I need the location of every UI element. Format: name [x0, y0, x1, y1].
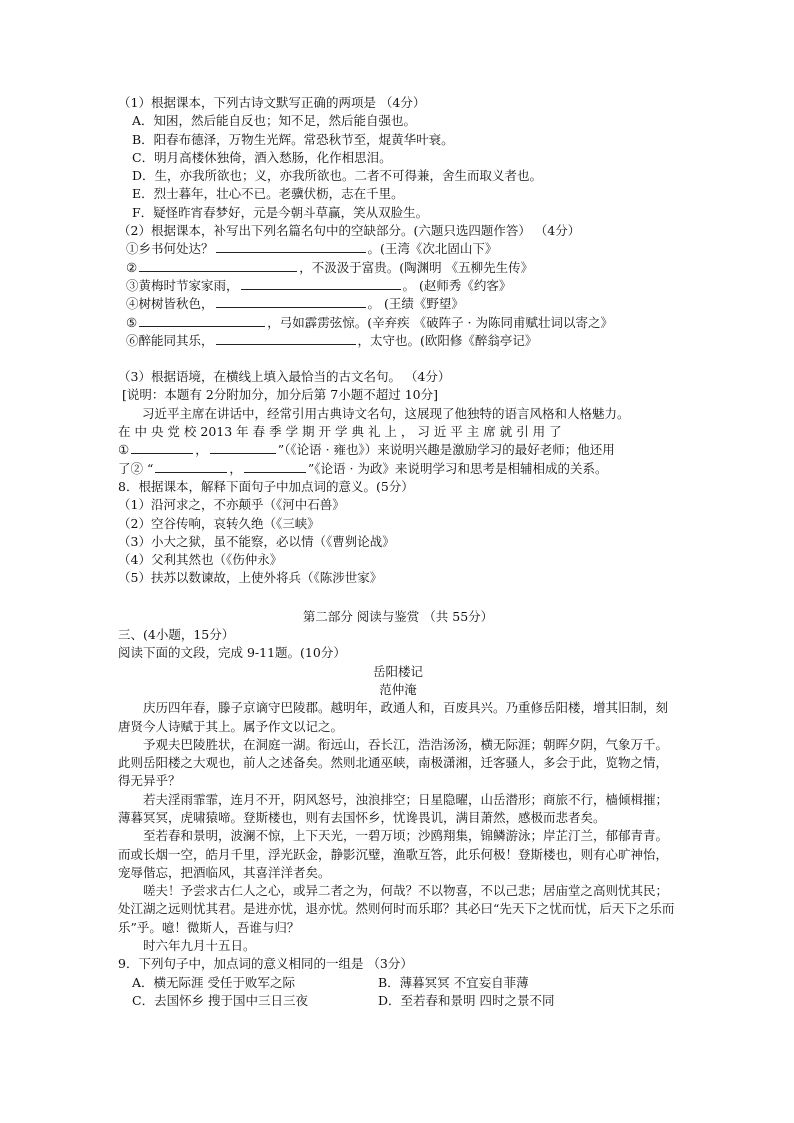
q3-comma: ， [195, 442, 208, 458]
q3-line-4-tail: ”《论语 · 为政》来说明学习和思考是相辅相成的关系。 [307, 460, 608, 476]
q2-item-6-post: ，太守也。(欧阳修《醉翁亭记》 [357, 332, 538, 348]
q3-note: [说明：本题有 2分附加分，加分后第 7小题不超过 10分] [122, 387, 438, 403]
answer-blank[interactable] [155, 460, 227, 473]
q9-options-row-2 [118, 992, 678, 1010]
q1-title: （1）根据课本，下列古诗文默写正确的两项是 （4分） [118, 95, 426, 110]
essay-title: 岳阳楼记 [372, 663, 423, 679]
q2-title: （2）根据课本，补写出下列名篇名句中的空缺部分。(六题只选四题作答） （4分） [118, 223, 581, 239]
q9-option-b: B．薄暮冥冥 不宜妄自菲薄 [378, 974, 529, 990]
q1-option-e: E．烈士暮年，壮心不已。老骥伏枥，志在千里。 [132, 186, 404, 202]
q8-item-3: （3）小大之狱，虽不能察，必以情（《曹刿论战》 [118, 533, 395, 549]
q2-item-3-pre: ③黄梅时节家家雨， [126, 277, 239, 293]
q1-option-c: C．明月高楼休独倚，酒入愁肠，化作相思泪。 [132, 149, 392, 165]
q2-item-5 [118, 314, 678, 332]
spacer [118, 588, 678, 608]
reading-instruction: 阅读下面的文段，完成 9-11题。(10分） [118, 645, 346, 661]
q9-option-d: D．至若春和景明 四时之景不同 [378, 992, 555, 1008]
essay-paragraph-1: 庆历四年春，滕子京谪守巴陵郡。越明年，政通人和，百废具兴。乃重修岳阳楼，增其旧制，刻唐贤今人诗赋于其上。属予作文以记之。 [118, 700, 669, 734]
answer-blank[interactable] [241, 277, 401, 290]
essay-paragraph-3: 若夫淫雨霏霏，连月不开，阴风怒号，浊浪排空；日星隐曜，山岳潜形；商旅不行，樯倾楫摧；薄暮冥冥，虎啸猿啼。登斯楼也，则有去国怀乡，忧谗畏讥，满目萧然，感极而悲者矣。 [118, 791, 669, 825]
answer-blank[interactable] [131, 441, 193, 454]
q9-option-a: A．横无际涯 受任于败军之际 [132, 974, 296, 990]
q3-line-3-tail: ”（《论语 · 雍也》）来说明兴趣是激励学习的最好老师；他还用 [277, 442, 615, 458]
essay-paragraph-2: 予观夫巴陵胜状，在洞庭一湖。衔远山，吞长江，浩浩汤汤，横无际涯；朝晖夕阴，气象万千。此则岳阳楼之大观也，前人之述备矣。然则北通巫峡，南极潇湘，迁客骚人，多会于此，览物之情，得无异乎？ [118, 736, 669, 789]
q3-title: （3）根据语境，在横线上填入最恰当的古文名句。 （4分） [118, 369, 451, 385]
q8-item-1: （1）沿河求之，不亦颠乎（《河中石兽》 [118, 497, 345, 513]
q8-item-5: （5）扶苏以数谏故，上使外将兵（《陈涉世家》 [118, 570, 383, 586]
q8-item-4: （4）父利其然也（《伤仲永》 [118, 552, 283, 568]
q2-item-6-pre: ⑥醉能同其乐， [126, 332, 214, 348]
q1-option-f: F．疑怪昨宵春梦好，元是今朝斗草赢，笑从双脸生。 [132, 204, 429, 220]
q3-line-4 [118, 460, 678, 478]
q2-item-2-pre: ② [126, 259, 138, 275]
q2-item-6 [118, 332, 678, 350]
answer-blank[interactable] [139, 314, 265, 327]
q2-item-1-post: 。(王湾《次北固山下》 [367, 241, 498, 257]
q9-options-row-1 [118, 974, 678, 992]
answer-blank[interactable] [216, 332, 356, 345]
essay-paragraph-6: 时六年九月十五日。 [143, 938, 256, 954]
q1-option-a: A．知困，然后能自反也；知不足，然后能自强也。 [132, 113, 417, 129]
q3-line-2: 在 中 央 党 校 2013 年 春 季 学 期 开 学 典 礼 上 ， 习 近 平 主 席 就 引 用 了 [118, 424, 562, 440]
q2-item-1-pre: ①乡书何处达？ [126, 241, 214, 257]
q2-item-2 [118, 259, 678, 277]
q2-item-1 [118, 240, 678, 258]
q2-item-3-post: 。 (赵师秀《约客》 [402, 277, 512, 293]
q2-item-4 [118, 295, 678, 313]
q2-item-5-pre: ⑤ [126, 314, 138, 330]
answer-blank[interactable] [210, 441, 276, 454]
q2-item-2-post: ，不汲汲于富贵。(陶渊明 《五柳先生传》 [299, 259, 534, 275]
q2-item-5-post: ，弓如霹雳弦惊。(辛弃疾 《破阵子 · 为陈同甫赋壮词以寄之》 [267, 314, 613, 330]
q1-option-d: D．生，亦我所欲也；义，亦我所欲也。二者不可得兼，舍生而取义者也。 [132, 168, 543, 184]
answer-blank[interactable] [139, 259, 297, 272]
section-title: 三、(4小题，15分） [118, 627, 235, 643]
q3-mark-2: 了② “ [118, 460, 154, 476]
q8-title: 8．根据课本，解释下面句子中加点词的意义。(5分） [118, 478, 414, 494]
part-heading: 第二部分 阅读与鉴赏 （共 55分） [302, 608, 494, 624]
answer-blank[interactable] [216, 240, 366, 253]
q9-option-c: C．去国怀乡 搜于国中三日三夜 [132, 992, 309, 1008]
answer-blank[interactable] [244, 460, 306, 473]
spacer [118, 350, 678, 368]
answer-blank[interactable] [216, 295, 366, 308]
q3-comma: ， [229, 460, 242, 476]
q2-item-3 [118, 277, 678, 295]
essay-author: 范仲淹 [379, 681, 417, 697]
q1-option-b: B．阳春布德泽，万物生光辉。常恐秋节至，焜黄华叶衰。 [132, 131, 454, 147]
q2-item-4-pre: ④树树皆秋色， [126, 296, 214, 312]
exam-page [118, 94, 678, 1010]
q2-item-4-post: 。 (王绩《野望》 [367, 296, 464, 312]
q8-item-2: （2）空谷传响，哀转久绝（《三峡》 [118, 515, 320, 531]
q9-title: 9．下列句子中，加点词的意义相同的一组是 （3分） [118, 956, 413, 972]
q3-line-3 [118, 441, 678, 459]
essay-paragraph-5: 嗟夫！予尝求古仁人之心，或异二者之为，何哉？不以物喜，不以己悲；居庙堂之高则忧其民；处江湖之远则忧其君。是进亦忧，退亦忧。然则何时而乐耶？其必曰“先天下之忧而忧，后天下之乐而乐”乎。噫！微斯人，吾谁与归？ [118, 883, 675, 935]
essay-paragraph-4: 至若春和景明，波澜不惊，上下天光，一碧万顷；沙鸥翔集，锦鳞游泳；岸芷汀兰，郁郁青青。而或长烟一空，皓月千里，浮光跃金，静影沉璧，渔歌互答，此乐何极！登斯楼也，则有心旷神怡，宠辱偕忘，把酒临风，其喜洋洋者矣。 [118, 828, 669, 880]
q3-mark-1: ① [118, 442, 130, 458]
q3-line-1: 习近平主席在讲话中，经常引用古典诗文名句，这展现了他独特的语言风格和人格魅力。 [142, 405, 630, 421]
